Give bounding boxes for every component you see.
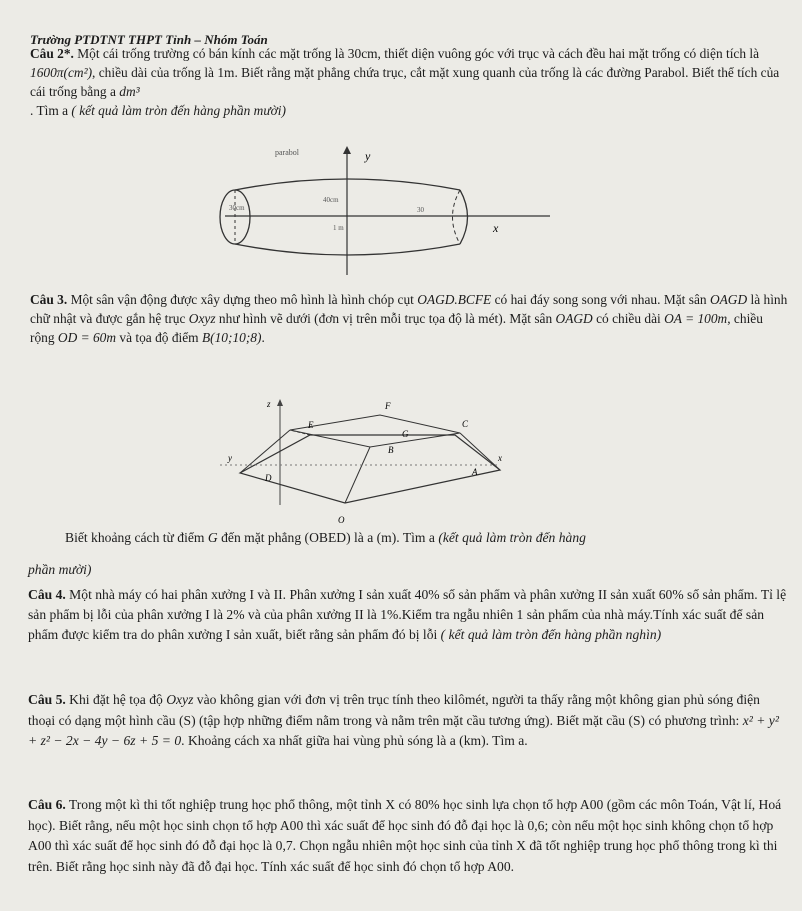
question-3-note: (kết quả làm tròn đến hàng xyxy=(438,530,586,545)
question-3-label: Câu 3. xyxy=(30,292,68,307)
stadium-label-g: G xyxy=(402,429,409,439)
question-5-label: Câu 5. xyxy=(28,692,66,707)
stadium-label-b: B xyxy=(388,445,394,455)
question-4-text: Một nhà máy có hai phân xưởng I và II. Phân xưởng I sản xuất 40% số sản phẩm và phân xưởng II sản xuất 60% số sản phẩm. Tỉ lệ sản phẩm bị lỗi của phân xưởng I là 2% và của phân xưởng II là 1%.Kiểm tra ngẫu nhiên 1 sản phẩm của nhà máy.Tính xác suất để sản phẩm được kiểm tra do phân xưởng I sản xuất, biết rằng sản phẩm đó bị lỗi xyxy=(28,587,787,642)
question-3-text-6: , chiều rộng xyxy=(30,311,763,345)
question-2-label: Câu 2*. xyxy=(30,46,74,61)
stadium-edge-ac xyxy=(460,433,500,470)
stadium-label-f: F xyxy=(385,401,391,411)
question-2-text-1: Một cái trống trường có bán kính các mặt trống là 30cm, thiết diện vuông góc với trục và cách đều hai mặt trống có diện tích là xyxy=(73,46,760,61)
question-3-point: B(10;10;8) xyxy=(201,330,262,345)
question-5-equation: x² + y² + z² − 2x − 4y − 6z + 5 = 0 xyxy=(28,712,779,748)
stadium-edge-hidden xyxy=(290,430,310,435)
stadium-base-outline xyxy=(240,435,500,503)
question-3-ask xyxy=(65,528,785,548)
stadium-label-e: E xyxy=(308,420,314,430)
drum-right-face xyxy=(460,190,468,244)
question-3-note-2 xyxy=(28,560,788,580)
drum-right-hidden xyxy=(453,190,461,244)
question-3-ask-plane: (OBED) xyxy=(304,530,351,545)
question-5-axes: Oxyz xyxy=(166,692,194,707)
question-3-face: OAGD xyxy=(709,292,748,307)
stadium-z-arrow xyxy=(277,399,283,406)
question-4-note: ( kết quả làm tròn đến hàng phần nghìn) xyxy=(440,627,662,642)
question-2-text-3: . Tìm a xyxy=(30,103,72,118)
drum-label-30: 30 xyxy=(417,206,424,214)
question-3-text-8: . xyxy=(261,330,265,345)
drum-label-parabol: parabol xyxy=(275,148,299,157)
stadium-label-o: O xyxy=(338,515,345,525)
drum-label-1m: 1 m xyxy=(333,224,344,232)
question-5 xyxy=(28,690,788,752)
question-3-text-1: Một sân vận động được xây dựng theo mô hình là hình chóp cụt xyxy=(67,292,418,307)
question-3-axes: Oxyz xyxy=(188,311,216,326)
question-3-note-2-text: phần mười) xyxy=(28,562,92,577)
question-3-text-3: là hình chữ nhật và được gắn hệ trục xyxy=(30,292,788,326)
drum-figure xyxy=(205,140,565,280)
question-3-solid: OAGD.BCFE xyxy=(417,292,492,307)
question-3-text-5: có chiều dài xyxy=(592,311,665,326)
stadium-label-a: A xyxy=(472,467,478,477)
stadium-label-c: C xyxy=(462,419,469,429)
question-3-ask-2: đến mặt phẳng xyxy=(217,530,305,545)
question-3-od: OD = 60m xyxy=(57,330,117,345)
question-2-text-2: , chiều dài của trống là 1m. Biết rằng mặt phẳng chứa trục, cắt mặt xung quanh của trống là các đường Parabol. Biết thể tích của cái trống bằng a xyxy=(30,65,780,99)
question-4-label: Câu 4. xyxy=(28,587,66,602)
question-3-face2: OAGD xyxy=(555,311,593,326)
question-3-text-4: như hình vẽ dưới (đơn vị trên mỗi trục tọa độ là mét). Mặt sân xyxy=(215,311,556,326)
stadium-label-x: x xyxy=(498,453,502,463)
stadium-edge-ob xyxy=(345,447,370,503)
question-3-text-7: và tọa độ điểm xyxy=(116,330,202,345)
question-5-text-1: Khi đặt hệ tọa độ xyxy=(65,692,167,707)
question-2-area: 1600π(cm²) xyxy=(30,65,93,80)
drum-label-x: x xyxy=(493,221,499,235)
school-header: Trường PTDTNT THPT Tỉnh – Nhóm Toán xyxy=(30,32,268,47)
question-6-text: Trong một kì thi tốt nghiệp trung học phổ thông, một tỉnh X có 80% học sinh lựa chọn tổ hợp A00 (gồm các môn Toán, Vật lí, Hoá học). Biết rằng, nếu một học sinh chọn tổ hợp A00 thì xác suất để học sinh đó đỗ đại học là 0,6; còn nếu một học sinh không chọn tổ hợp A00 thì xác suất để học sinh đó đỗ đại học là 0,7. Chọn ngẫu nhiên một học sinh của tỉnh X đã tốt nghiệp trung học phổ thông trong kì thi trên. Biết rằng học sinh này đã đỗ đại học. Tính xác suất để học sinh đó chọn tổ hợp A00. xyxy=(28,797,782,874)
stadium-edge-de xyxy=(240,430,290,473)
drum-label-30cm: 30cm xyxy=(229,204,245,212)
question-3-ask-1: Biết khoảng cách từ điểm xyxy=(65,530,208,545)
drum-label-y: y xyxy=(365,149,371,163)
question-3 xyxy=(30,290,788,347)
question-5-text-3: . Khoảng cách xa nhất giữa hai vùng phủ sóng là a (km). Tìm a. xyxy=(181,733,528,748)
question-2-note: ( kết quả làm tròn đến hàng phần mười) xyxy=(71,103,286,118)
drum-label-40cm: 40cm xyxy=(323,196,339,204)
question-6-label: Câu 6. xyxy=(28,797,66,812)
stadium-label-d: D xyxy=(265,473,272,483)
stadium-top-face xyxy=(290,415,460,447)
stadium-label-z: z xyxy=(267,399,271,409)
question-5-text-2: vào không gian với đơn vị trên trục tính theo kilômét, người ta thấy rằng một không gian phủ sóng điện thoại có dạng một hình cầu (S) (tập hợp những điểm nằm trong và nằm trên mặt cầu tương ứng). Biết mặt cầu (S) có phương trình: xyxy=(28,692,760,728)
stadium-figure xyxy=(210,395,510,530)
question-4 xyxy=(28,585,788,645)
question-3-ask-g: G xyxy=(207,530,218,545)
question-3-ask-3: là a (m). Tìm a xyxy=(350,530,439,545)
question-2-unit: dm³ xyxy=(119,84,140,99)
drum-y-arrow xyxy=(343,146,351,154)
question-2 xyxy=(30,44,788,120)
question-3-oa: OA = 100m xyxy=(664,311,728,326)
question-6 xyxy=(28,795,788,877)
stadium-label-y: y xyxy=(228,453,232,463)
question-3-text-2: có hai đáy song song với nhau. Mặt sân xyxy=(491,292,710,307)
